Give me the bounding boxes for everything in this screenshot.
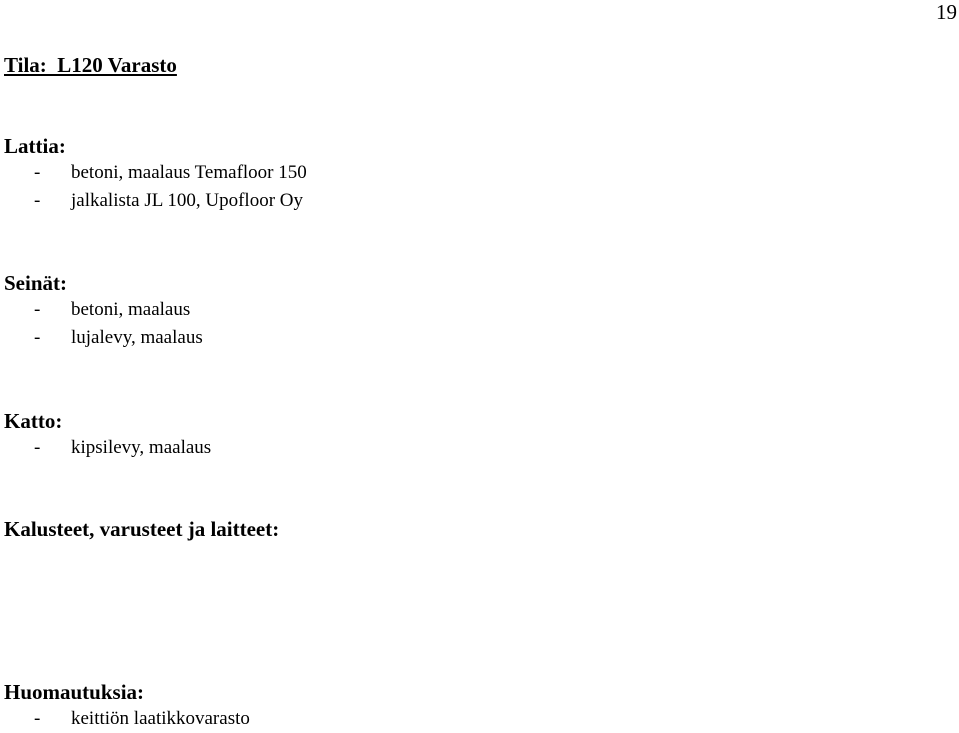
list-item [4, 324, 203, 352]
bullet-dash: - [34, 190, 41, 211]
list-item [4, 434, 212, 462]
bullet-dash: - [34, 299, 41, 320]
list-item-text: keittiön laatikkovarasto [71, 708, 250, 729]
section-heading-remarks: Huomautuksia: [4, 680, 145, 704]
section-heading-furnishings: Kalusteet, varusteet ja laitteet: [4, 517, 280, 541]
list-item-text: jalkalista JL 100, Upofloor Oy [71, 190, 304, 211]
list-item-text: kipsilevy, maalaus [71, 437, 212, 458]
page-number: 19 [936, 0, 957, 24]
section-heading-walls: Seinät: [4, 271, 67, 295]
ceiling-items-list [4, 434, 212, 462]
section-floor [4, 133, 307, 215]
section-ceiling [4, 408, 212, 462]
bullet-dash: - [34, 327, 41, 348]
bullet-dash: - [34, 162, 41, 183]
room-title: Tila: L120 Varasto [4, 53, 177, 77]
remarks-items-list [4, 705, 250, 733]
list-item [4, 296, 191, 324]
list-item [4, 159, 307, 187]
section-heading-ceiling: Katto: [4, 409, 63, 433]
list-item [4, 705, 250, 733]
bullet-dash: - [34, 708, 41, 729]
section-heading-floor: Lattia: [4, 134, 66, 158]
list-item-text: lujalevy, maalaus [71, 327, 203, 348]
list-item-text: betoni, maalaus Temafloor 150 [71, 162, 307, 183]
section-walls [4, 270, 203, 352]
floor-items-list [4, 159, 307, 215]
walls-items-list [4, 296, 203, 352]
section-remarks [4, 679, 250, 733]
section-furnishings [4, 516, 279, 542]
bullet-dash: - [34, 437, 41, 458]
list-item [4, 187, 304, 215]
list-item-text: betoni, maalaus [71, 299, 191, 320]
